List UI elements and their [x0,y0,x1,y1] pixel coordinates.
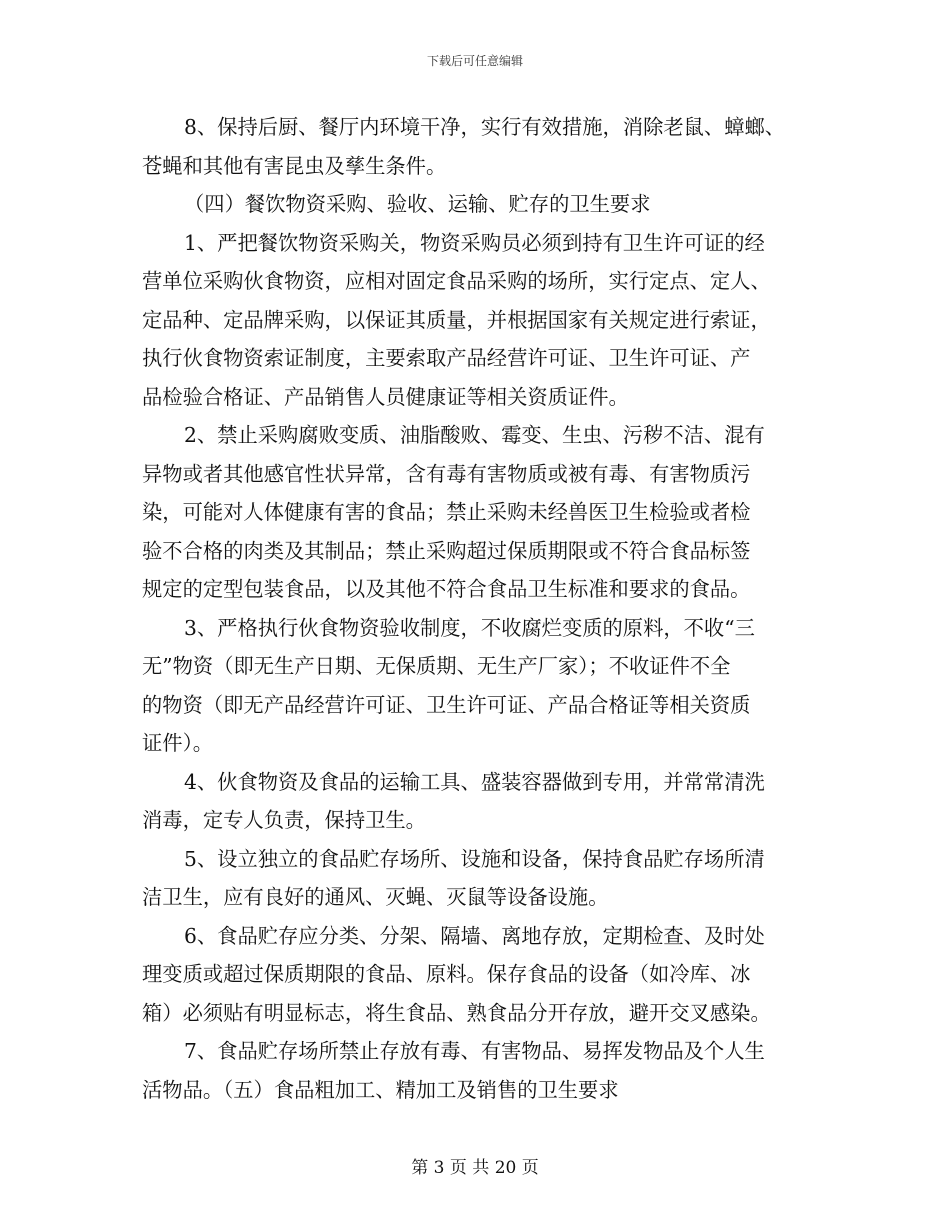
text-line: 营单位采购伙食物资，应相对固定食品采购的场所，实行定点、定人、 [142,269,771,293]
text-line: 验不合格的肉类及其制品；禁止采购超过保质期限或不符合食品标签 [142,538,751,563]
text-line: 品检验合格证、产品销售人员健康证等相关资质证件。 [142,384,629,409]
text-line: 定品种、定品牌采购，以保证其质量，并根据国家有关规定进行索证， [142,307,771,332]
text-line: 8、保持后厨、餐厅内环境干净，实行有效措施，消除老鼠、蟑螂、 [184,115,786,139]
text-line: 7、食品贮存场所禁止存放有毒、有害物品、易挥发物品及个人生 [184,1039,765,1063]
text-line: 的物资（即无产品经营许可证、卫生许可证、产品合格证等相关资质 [142,692,751,717]
text-line: 洁卫生，应有良好的通风、灭蝇、灭鼠等设备设施。 [142,885,609,909]
document-body [142,108,807,1109]
text-line: 苍蝇和其他有害昆虫及孳生条件。 [142,153,447,178]
text-line: 1、严把餐饮物资采购关，物资采购员必须到持有卫生许可证的经 [184,230,765,255]
text-line: 无”物资（即无生产日期、无保质期、无生产厂家）；不收证件不全 [142,654,731,678]
section-heading: （四）餐饮物资采购、验收、运输、贮存的卫生要求 [184,192,651,216]
text-line: 执行伙食物资索证制度，主要索取产品经营许可证、卫生许可证、产 [142,346,751,370]
text-line: 染，可能对人体健康有害的食品；禁止采购未经兽医卫生检验或者检 [142,500,751,524]
text-line: 活物品。（五）食品粗加工、精加工及销售的卫生要求 [142,1077,619,1102]
text-line: 5、设立独立的食品贮存场所、设施和设备，保持食品贮存场所清 [184,846,765,871]
text-line: 6、食品贮存应分类、分架、隔墙、离地存放，定期检查、及时处 [184,923,765,948]
text-line: 证件）。 [142,731,213,755]
page-number: 第 3 页 共 20 页 [411,1158,539,1178]
text-line: 3、严格执行伙食物资验收制度，不收腐烂变质的原料，不收“三 [184,615,755,640]
text-line: 4、伙食物资及食品的运输工具、盛装容器做到专用，并常常清洗 [184,769,765,794]
text-line: 理变质或超过保质期限的食品、原料。保存食品的设备（如冷库、冰 [142,962,751,986]
text-line: 规定的定型包装食品，以及其他不符合食品卫生标准和要求的食品。 [142,577,751,601]
text-line: 2、禁止采购腐败变质、油脂酸败、霉变、生虫、污秽不洁、混有 [184,423,765,447]
page-header: 下载后可任意编辑 [426,54,523,68]
text-line: 箱）必须贴有明显标志，将生食品、熟食品分开存放，避开交叉感染。 [142,1000,771,1025]
text-line: 消毒，定专人负责，保持卫生。 [142,808,426,832]
text-line: 异物或者其他感官性状异常，含有毒有害物质或被有毒、有害物质污 [142,461,751,486]
